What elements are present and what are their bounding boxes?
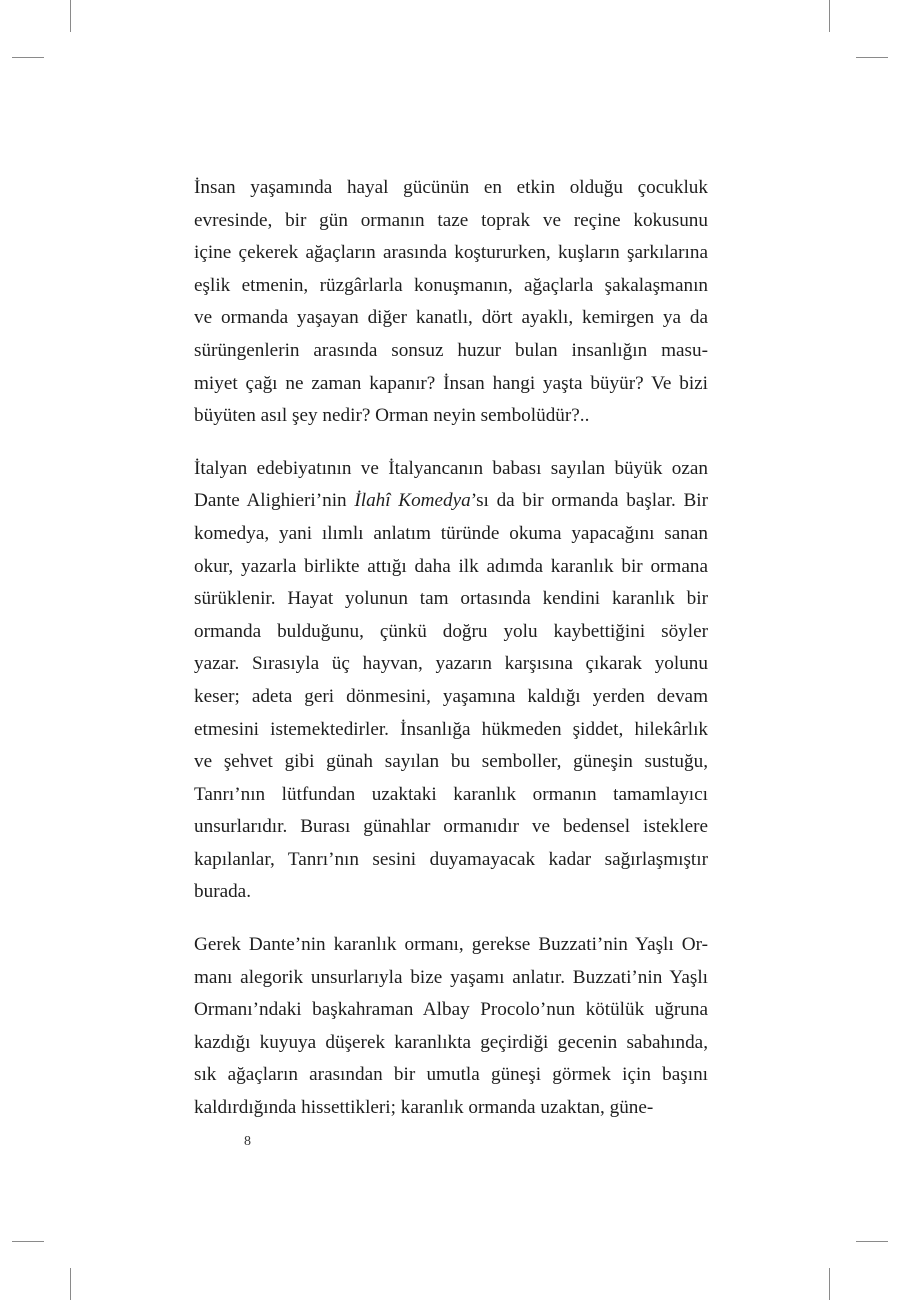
text-line: [194, 335, 708, 368]
text-segment: içine çekerek ağaçların arasında koştururken, kuşların şarkılarına: [194, 242, 708, 264]
text-segment: yazar. Sırasıyla üç hayvan, yazarın karşısına çıkarak yolunu: [194, 653, 708, 675]
text-segment: Tanrı’nın lütfundan uzaktaki karanlık ormanın tamamlayıcı: [194, 783, 708, 805]
text-segment: Dante Alighieri’nin: [194, 490, 355, 512]
body-text: [194, 172, 708, 1125]
text-segment: evresinde, bir gün ormanın taze toprak ve reçine kokusunu: [194, 209, 708, 231]
text-segment: kazdığı kuyuya düşerek karanlıkta geçirdiği gecenin sabahında,: [194, 1031, 708, 1053]
text-segment: miyet çağı ne zaman kapanır? İnsan hangi yaşta büyür? Ve bizi: [194, 372, 708, 394]
text-segment: İnsan yaşamında hayal gücünün en etkin olduğu çocukluk: [194, 177, 708, 198]
text-line: [194, 779, 708, 812]
paragraph: [194, 172, 708, 433]
crop-mark-bottom-left-horizontal: [12, 1241, 44, 1242]
text-segment: ve ormanda yaşayan diğer kanatlı, dört ayaklı, kemirgen ya da: [194, 307, 708, 329]
text-segment: etmesini istemektedirler. İnsanlığa hükmeden şiddet, hilekârlık: [194, 718, 708, 740]
text-segment: manı alegorik unsurlarıyla bize yaşamı anlatır. Buzzati’nin Yaşlı: [194, 966, 708, 988]
text-line: [194, 237, 708, 270]
text-segment: eşlik etmenin, rüzgârlarla konuşmanın, ağaçlarla şakalaşmanın: [194, 274, 708, 296]
text-segment: Ormanı’ndaki başkahraman Albay Procolo’nun kötülük uğruna: [194, 999, 708, 1021]
text-line: [194, 518, 708, 551]
text-line: [194, 714, 708, 747]
text-segment: burada.: [194, 881, 252, 903]
crop-mark-bottom-right: [829, 1268, 830, 1300]
text-line: [194, 876, 708, 909]
text-segment: keser; adeta geri dönmesini, yaşamına kaldığı yerden devam: [194, 685, 708, 707]
text-line: [194, 270, 708, 303]
crop-mark-top-right: [829, 0, 830, 32]
text-line: [194, 616, 708, 649]
text-line: [194, 929, 708, 962]
text-line: [194, 1059, 708, 1092]
text-segment: kaldırdığında hissettikleri; karanlık ormanda uzaktan, güne-: [194, 1097, 654, 1119]
text-segment: komedya, yani ılımlı anlatım türünde okuma yapacağını sanan: [194, 522, 708, 544]
text-line: [194, 811, 708, 844]
text-segment: büyüten asıl şey nedir? Orman neyin sembolüdür?..: [194, 405, 590, 427]
text-line: [194, 205, 708, 238]
text-line: [194, 302, 708, 335]
text-line: [194, 746, 708, 779]
paragraph: [194, 929, 708, 1125]
text-segment: İtalyan edebiyatının ve İtalyancanın babası sayılan büyük ozan: [194, 457, 708, 479]
text-line: [194, 648, 708, 681]
text-segment: ormanda bulduğunu, çünkü doğru yolu kaybettiğini söyler: [194, 620, 708, 642]
text-line: [194, 1092, 708, 1125]
text-segment: Gerek Dante’nin karanlık ormanı, gerekse Buzzati’nin Yaşlı Or-: [194, 934, 708, 956]
page-number: 8: [244, 1134, 251, 1149]
crop-mark-bottom-left: [70, 1268, 71, 1300]
text-line: [194, 453, 708, 486]
text-line: [194, 583, 708, 616]
book-title-italic: İlahî Komedya: [354, 490, 471, 512]
text-segment: okur, yazarla birlikte attığı daha ilk adımda karanlık bir ormana: [194, 555, 708, 577]
text-line: [194, 1027, 708, 1060]
text-segment: sık ağaçların arasından bir umutla güneşi görmek için başını: [194, 1064, 708, 1086]
crop-mark-bottom-right-horizontal: [856, 1241, 888, 1242]
text-line: [194, 994, 708, 1027]
text-line: [194, 681, 708, 714]
text-line: [194, 368, 708, 401]
text-line: [194, 551, 708, 584]
text-segment: kapılanlar, Tanrı’nın sesini duyamayacak kadar sağırlaşmıştır: [194, 848, 708, 870]
text-segment: ’sı da bir ormanda başlar. Bir: [470, 490, 708, 512]
text-line: [194, 844, 708, 877]
text-segment: unsurlarıdır. Burası günahlar ormanıdır ve bedensel isteklere: [194, 816, 708, 838]
text-line: [194, 485, 708, 518]
crop-mark-top-right-horizontal: [856, 57, 888, 58]
text-segment: sürüklenir. Hayat yolunun tam ortasında kendini karanlık bir: [194, 588, 708, 610]
text-line: [194, 172, 708, 205]
text-line: [194, 962, 708, 995]
text-line: [194, 400, 708, 433]
text-segment: ve şehvet gibi günah sayılan bu semboller, güneşin sustuğu,: [194, 751, 708, 773]
crop-mark-top-left-horizontal: [12, 57, 44, 58]
crop-mark-top-left: [70, 0, 71, 32]
paragraph: [194, 453, 708, 909]
text-segment: sürüngenlerin arasında sonsuz huzur bulan insanlığın masu-: [194, 339, 708, 361]
